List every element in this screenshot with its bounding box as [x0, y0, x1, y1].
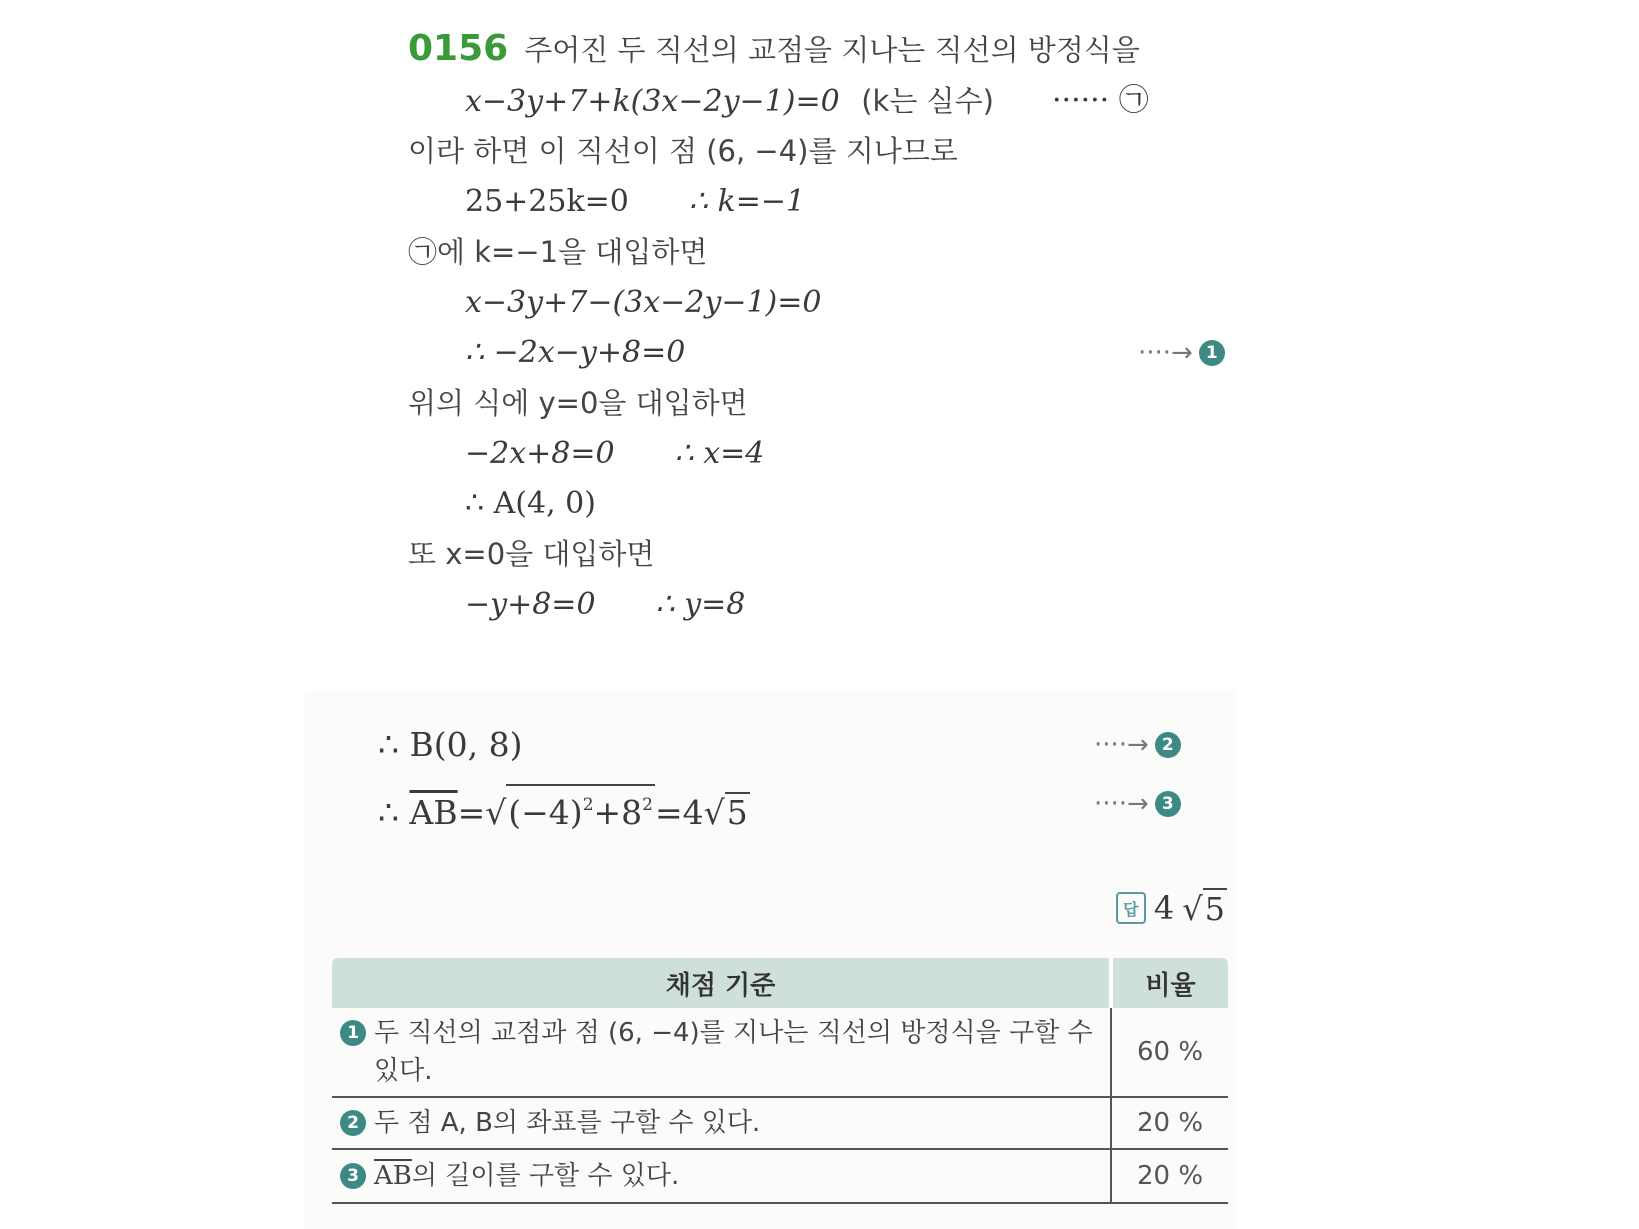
criteria-cell [332, 1149, 1111, 1203]
text-line-3: 이라 하면 이 직선이 점 (6, −4)를 지나므로 [408, 134, 958, 168]
equation-1-body: x−3y+7+k(3x−2y−1)=0 [465, 84, 840, 119]
equation-9-eq: = [457, 793, 486, 832]
equation-5 [465, 435, 764, 473]
radicand-2: +8 [593, 793, 643, 832]
equation-2-left: 25+25k=0 [465, 184, 629, 219]
table-row [332, 1097, 1228, 1149]
answer-radicand: 5 [1204, 890, 1225, 928]
step-badge-1: 1 [1199, 340, 1225, 366]
criteria-text: 의 길이를 구할 수 있다. [411, 1161, 680, 1191]
intro-text: 주어진 두 직선의 교점을 지나는 직선의 방정식을 [524, 33, 1140, 67]
equation-9-prefix: ∴ [378, 793, 410, 832]
radicand-1: (−4) [508, 793, 583, 832]
text-line-8: 위의 식에 y=0을 대입하면 [408, 386, 748, 420]
table-row [332, 1008, 1228, 1097]
step-marker-2 [1094, 730, 1181, 760]
equation-5-left: −2x+8=0 [465, 436, 615, 471]
equation-7 [465, 586, 745, 624]
result-radicand: 5 [726, 793, 748, 832]
answer-sqrt: √5 [1182, 890, 1225, 928]
rate-cell: 20 % [1111, 1149, 1228, 1203]
step-marker-3 [1094, 789, 1181, 819]
sqrt-result: √5 [703, 793, 748, 832]
grading-table [332, 958, 1228, 1204]
equation-6: ∴ A(4, 0) [465, 486, 596, 521]
rate-cell: 60 % [1111, 1008, 1228, 1097]
criteria-text: 두 직선의 교점과 점 (6, −4)를 지나는 직선의 방정식을 구할 수 있다. [374, 1018, 1093, 1086]
criteria-text: 두 점 A, B의 좌표를 구할 수 있다. [374, 1108, 761, 1138]
table-row [332, 1149, 1228, 1203]
answer-icon: 답 [1116, 892, 1146, 924]
step-marker-1 [1138, 338, 1225, 368]
criteria-cell [332, 1097, 1111, 1149]
header-criteria: 채점 기준 [332, 958, 1111, 1008]
exponent-2: 2 [642, 795, 653, 815]
header-rate: 비율 [1111, 958, 1228, 1008]
equation-7-right: ∴ y=8 [655, 587, 746, 622]
equation-1-note: (k는 실수) [861, 84, 994, 118]
equation-9 [378, 784, 750, 832]
equation-4: ∴ −2x−y+8=0 [465, 335, 686, 370]
criteria-badge: 2 [340, 1110, 366, 1136]
equation-5-right: ∴ x=4 [674, 436, 765, 471]
step-arrow-3: ····→ [1094, 789, 1149, 819]
equation-9-result: =4 [655, 793, 704, 832]
equation-3: x−3y+7−(3x−2y−1)=0 [465, 285, 822, 320]
exponent-1: 2 [582, 795, 594, 815]
equation-1-ref: ······ ㉠ [1052, 83, 1149, 118]
equation-1 [465, 82, 994, 121]
criteria-badge: 3 [340, 1163, 366, 1189]
criteria-ab: $\overline{AB}$ [374, 1161, 412, 1191]
rate-cell: 20 % [1111, 1097, 1228, 1149]
text-line-5: ㉠에 k=−1을 대입하면 [408, 235, 708, 269]
problem-number: 0156 [408, 28, 509, 69]
step-arrow-2: ····→ [1094, 730, 1149, 760]
answer-coef: 4 [1153, 889, 1175, 927]
criteria-badge: 1 [340, 1020, 366, 1046]
criteria-cell [332, 1008, 1111, 1097]
equation-7-left: −y+8=0 [465, 587, 596, 622]
segment-ab: $\overline{AB}$ [409, 793, 458, 832]
final-answer [1116, 888, 1227, 928]
equation-2-right: ∴ k=−1 [688, 184, 806, 219]
text-line-11: 또 x=0을 대입하면 [408, 537, 655, 571]
grading-table-header [332, 958, 1228, 1008]
problem-header [408, 30, 1140, 70]
equation-2 [465, 183, 805, 221]
sqrt-expression: $√(-4)^2+8^2$ [485, 784, 655, 832]
step-arrow-1: ····→ [1138, 338, 1193, 368]
step-badge-3: 3 [1155, 791, 1181, 817]
equation-8: ∴ B(0, 8) [378, 725, 523, 764]
step-badge-2: 2 [1155, 732, 1181, 758]
